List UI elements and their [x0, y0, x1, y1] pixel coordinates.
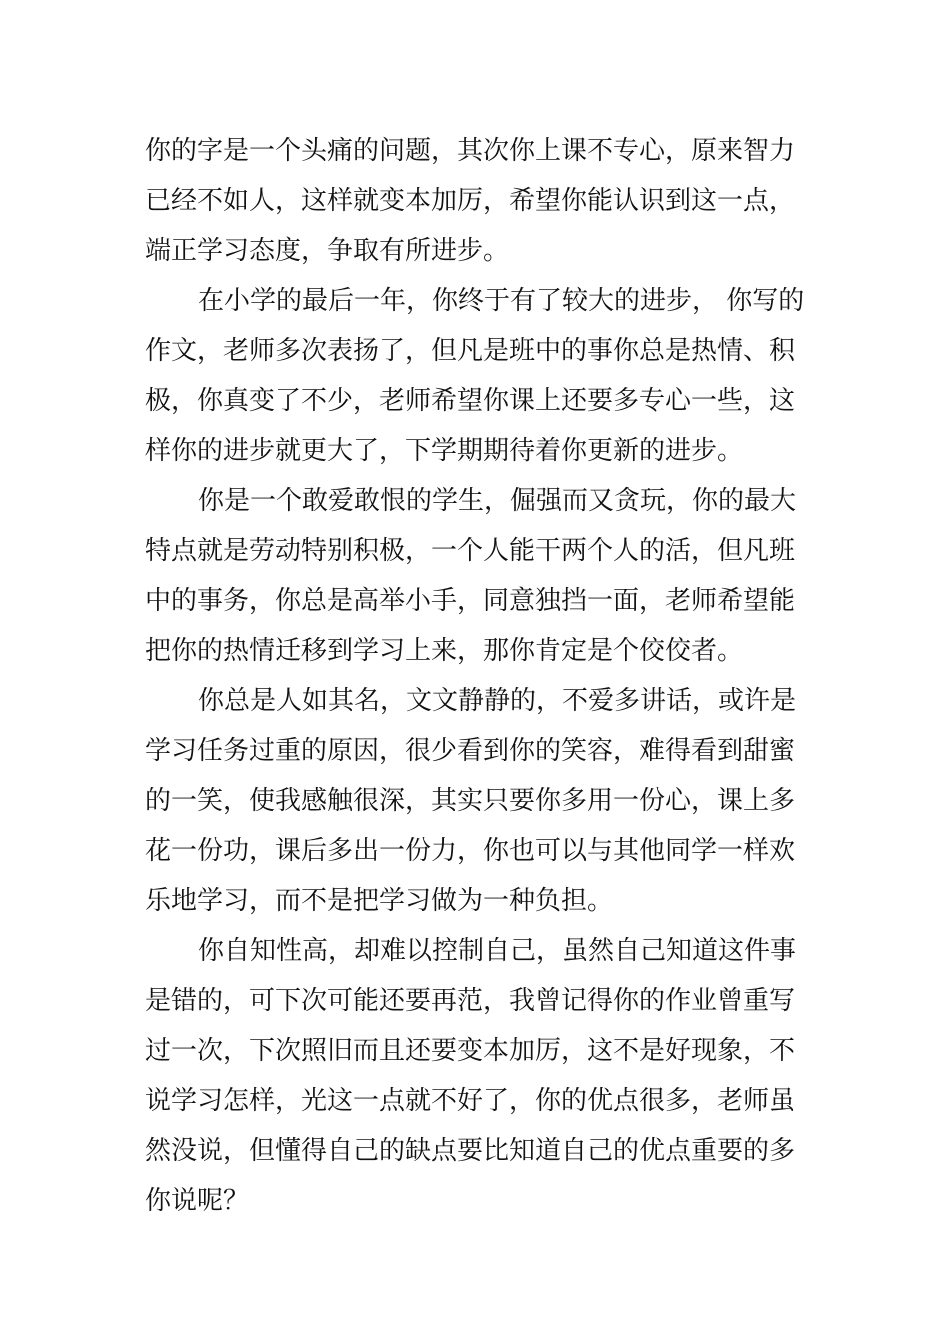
- paragraph-4-line-1: 你总是人如其名，文文静静的，不爱多讲话，或许是: [198, 686, 797, 716]
- paragraph-5-line-1: 你自知性高，却难以控制自己，虽然自己知道这件事: [198, 936, 797, 966]
- paragraph-4-line-3: 的一笑，使我感触很深，其实只要你多用一份心，课上多: [145, 786, 796, 816]
- paragraph-5-line-4: 说学习怎样，光这一点就不好了，你的优点很多，老师虽: [145, 1086, 796, 1116]
- paragraph-3-line-3: 中的事务，你总是高举小手，同意独挡一面，老师希望能: [145, 586, 796, 616]
- paragraph-2-line-2: 作文，老师多次表扬了，但凡是班中的事你总是热情、积: [145, 336, 796, 366]
- paragraph-4-line-5: 乐地学习，而不是把学习做为一种负担。: [145, 886, 614, 916]
- paragraph-5-line-2: 是错的，可下次可能还要再范，我曾记得你的作业曾重写: [145, 986, 796, 1016]
- paragraph-3-line-4: 把你的热情迁移到学习上来，那你肯定是个佼佼者。: [145, 636, 744, 666]
- paragraph-3-line-2: 特点就是劳动特别积极，一个人能干两个人的活，但凡班: [145, 536, 796, 566]
- paragraph-2-line-1: 在小学的最后一年，你终于有了较大的进步， 你写的: [198, 286, 805, 316]
- paragraph-5-line-6: 你说呢？: [145, 1186, 250, 1216]
- paragraph-5-line-3: 过一次，下次照旧而且还要变本加厉，这不是好现象，不: [145, 1036, 796, 1066]
- paragraph-3-line-1: 你是一个敢爱敢恨的学生，倔强而又贪玩，你的最大: [198, 486, 797, 516]
- paragraph-1-line-2: 已经不如人，这样就变本加厉，希望你能认识到这一点，: [145, 186, 796, 216]
- paragraph-1-line-1: 你的字是一个头痛的问题，其次你上课不专心，原来智力: [145, 136, 796, 166]
- paragraph-2-line-4: 样你的进步就更大了，下学期期待着你更新的进步。: [145, 436, 744, 466]
- paragraph-4-line-4: 花一份功，课后多出一份力，你也可以与其他同学一样欢: [145, 836, 796, 866]
- paragraph-4-line-2: 学习任务过重的原因，很少看到你的笑容，难得看到甜蜜: [145, 736, 796, 766]
- paragraph-1-line-3: 端正学习态度，争取有所进步。: [145, 236, 510, 266]
- paragraph-2-line-3: 极，你真变了不少，老师希望你课上还要多专心一些，这: [145, 386, 796, 416]
- paragraph-5-line-5: 然没说，但懂得自己的缺点要比知道自己的优点重要的多: [145, 1136, 796, 1166]
